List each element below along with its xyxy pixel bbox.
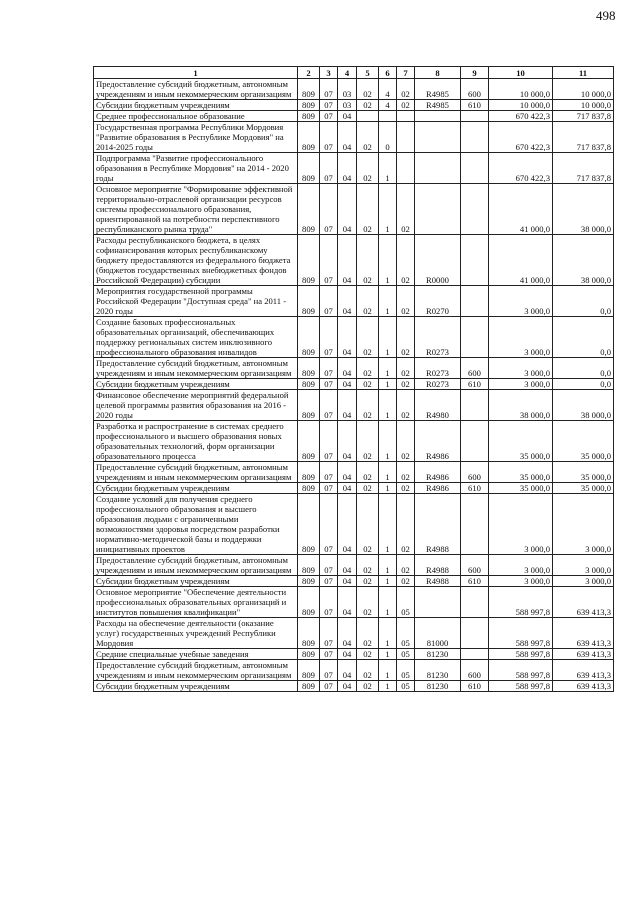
program-code: 02 bbox=[357, 576, 379, 587]
table-row bbox=[94, 576, 614, 587]
table-row bbox=[94, 235, 614, 286]
section-code: 07 bbox=[320, 421, 338, 462]
amount-year-2: 3 000,0 bbox=[553, 494, 614, 555]
expense-type-code: 610 bbox=[461, 379, 489, 390]
budget-table bbox=[93, 66, 614, 692]
table-row bbox=[94, 618, 614, 649]
subprogram-code: 1 bbox=[379, 483, 397, 494]
target-item-code: 81230 bbox=[415, 681, 461, 692]
chapter-code: 809 bbox=[298, 618, 320, 649]
amount-year-2: 717 837,8 bbox=[553, 153, 614, 184]
program-code: 02 bbox=[357, 421, 379, 462]
section-code: 07 bbox=[320, 379, 338, 390]
amount-year-2: 3 000,0 bbox=[553, 576, 614, 587]
program-code: 02 bbox=[357, 184, 379, 235]
program-code: 02 bbox=[357, 462, 379, 483]
program-code bbox=[357, 111, 379, 122]
amount-year-2: 0,0 bbox=[553, 358, 614, 379]
amount-year-1: 3 000,0 bbox=[489, 379, 553, 390]
amount-year-1: 588 997,8 bbox=[489, 587, 553, 618]
subprogram-code: 1 bbox=[379, 587, 397, 618]
amount-year-1: 670 422,3 bbox=[489, 122, 553, 153]
amount-year-2: 3 000,0 bbox=[553, 555, 614, 576]
subprogram-code: 1 bbox=[379, 153, 397, 184]
amount-year-1: 35 000,0 bbox=[489, 421, 553, 462]
program-code: 02 bbox=[357, 122, 379, 153]
amount-year-2: 639 413,3 bbox=[553, 649, 614, 660]
table-row bbox=[94, 390, 614, 421]
row-description: Основное мероприятие "Формирование эффективной территориально-отраслевой организации ресурсов системы профессионального образования, ориентированной на потребности перспективного республиканского рынка труда" bbox=[94, 184, 298, 235]
expense-type-code bbox=[461, 649, 489, 660]
expense-type-code: 600 bbox=[461, 462, 489, 483]
expense-type-code bbox=[461, 390, 489, 421]
subsection-code: 04 bbox=[338, 390, 357, 421]
amount-year-2: 639 413,3 bbox=[553, 587, 614, 618]
subprogram-code: 1 bbox=[379, 184, 397, 235]
subprogram-code: 1 bbox=[379, 390, 397, 421]
event-code: 05 bbox=[397, 618, 415, 649]
event-code: 02 bbox=[397, 421, 415, 462]
program-code: 02 bbox=[357, 100, 379, 111]
section-code: 07 bbox=[320, 618, 338, 649]
expense-type-code: 600 bbox=[461, 358, 489, 379]
chapter-code: 809 bbox=[298, 576, 320, 587]
expense-type-code: 600 bbox=[461, 555, 489, 576]
event-code: 02 bbox=[397, 555, 415, 576]
subprogram-code: 1 bbox=[379, 421, 397, 462]
expense-type-code bbox=[461, 494, 489, 555]
row-description: Предоставление субсидий бюджетным, автономным учреждениям и иным некоммерческим организациям bbox=[94, 555, 298, 576]
subsection-code: 04 bbox=[338, 462, 357, 483]
section-code: 07 bbox=[320, 153, 338, 184]
program-code: 02 bbox=[357, 649, 379, 660]
section-code: 07 bbox=[320, 649, 338, 660]
event-code: 02 bbox=[397, 235, 415, 286]
subsection-code: 04 bbox=[338, 587, 357, 618]
section-code: 07 bbox=[320, 100, 338, 111]
event-code: 02 bbox=[397, 462, 415, 483]
row-description: Расходы республиканского бюджета, в целях софинансирования которых республиканскому бюджету предоставляются из федерального бюджета (бюджетов государственных внебюджетных фондов Российской Федерации) субсидии bbox=[94, 235, 298, 286]
target-item-code: R0273 bbox=[415, 379, 461, 390]
event-code: 02 bbox=[397, 286, 415, 317]
table-row bbox=[94, 79, 614, 100]
expense-type-code bbox=[461, 618, 489, 649]
table-row bbox=[94, 660, 614, 681]
amount-year-1: 38 000,0 bbox=[489, 390, 553, 421]
subsection-code: 04 bbox=[338, 122, 357, 153]
subprogram-code bbox=[379, 111, 397, 122]
target-item-code: R0000 bbox=[415, 235, 461, 286]
subsection-code: 04 bbox=[338, 421, 357, 462]
page-number: 498 bbox=[596, 8, 616, 23]
target-item-code: 81230 bbox=[415, 660, 461, 681]
program-code: 02 bbox=[357, 587, 379, 618]
chapter-code: 809 bbox=[298, 235, 320, 286]
section-code: 07 bbox=[320, 660, 338, 681]
program-code: 02 bbox=[357, 358, 379, 379]
amount-year-1: 35 000,0 bbox=[489, 483, 553, 494]
row-description: Средние специальные учебные заведения bbox=[94, 649, 298, 660]
subprogram-code: 1 bbox=[379, 317, 397, 358]
row-description: Предоставление субсидий бюджетным, автономным учреждениям и иным некоммерческим организациям bbox=[94, 79, 298, 100]
subprogram-code: 1 bbox=[379, 286, 397, 317]
program-code: 02 bbox=[357, 494, 379, 555]
section-code: 07 bbox=[320, 358, 338, 379]
target-item-code: 81000 bbox=[415, 618, 461, 649]
target-item-code: R4988 bbox=[415, 555, 461, 576]
subprogram-code: 1 bbox=[379, 462, 397, 483]
table-row bbox=[94, 153, 614, 184]
subsection-code: 04 bbox=[338, 618, 357, 649]
expense-type-code: 610 bbox=[461, 681, 489, 692]
amount-year-1: 588 997,8 bbox=[489, 649, 553, 660]
subsection-code: 04 bbox=[338, 576, 357, 587]
target-item-code: R4986 bbox=[415, 462, 461, 483]
table-row bbox=[94, 358, 614, 379]
event-code bbox=[397, 122, 415, 153]
column-header: 7 bbox=[397, 67, 415, 79]
target-item-code bbox=[415, 153, 461, 184]
expense-type-code bbox=[461, 587, 489, 618]
subsection-code: 04 bbox=[338, 286, 357, 317]
column-header: 6 bbox=[379, 67, 397, 79]
subsection-code: 03 bbox=[338, 79, 357, 100]
subsection-code: 04 bbox=[338, 235, 357, 286]
subprogram-code: 1 bbox=[379, 681, 397, 692]
row-description: Субсидии бюджетным учреждениям bbox=[94, 379, 298, 390]
table-row bbox=[94, 555, 614, 576]
amount-year-1: 3 000,0 bbox=[489, 317, 553, 358]
row-description: Среднее профессиональное образование bbox=[94, 111, 298, 122]
row-description: Предоставление субсидий бюджетным, автономным учреждениям и иным некоммерческим организациям bbox=[94, 462, 298, 483]
subprogram-code: 1 bbox=[379, 358, 397, 379]
subsection-code: 04 bbox=[338, 649, 357, 660]
amount-year-2: 35 000,0 bbox=[553, 483, 614, 494]
target-item-code: R4985 bbox=[415, 79, 461, 100]
section-code: 07 bbox=[320, 235, 338, 286]
amount-year-2: 639 413,3 bbox=[553, 681, 614, 692]
event-code: 05 bbox=[397, 660, 415, 681]
subprogram-code: 1 bbox=[379, 235, 397, 286]
program-code: 02 bbox=[357, 390, 379, 421]
event-code: 02 bbox=[397, 184, 415, 235]
subprogram-code: 4 bbox=[379, 79, 397, 100]
amount-year-1: 588 997,8 bbox=[489, 681, 553, 692]
amount-year-2: 717 837,8 bbox=[553, 111, 614, 122]
row-description: Подпрограмма "Развитие профессионального образования в Республике Мордовия" на 2014 - 2020 годы bbox=[94, 153, 298, 184]
amount-year-1: 670 422,3 bbox=[489, 111, 553, 122]
chapter-code: 809 bbox=[298, 79, 320, 100]
table-row bbox=[94, 587, 614, 618]
amount-year-1: 588 997,8 bbox=[489, 618, 553, 649]
amount-year-1: 3 000,0 bbox=[489, 358, 553, 379]
chapter-code: 809 bbox=[298, 379, 320, 390]
chapter-code: 809 bbox=[298, 153, 320, 184]
target-item-code bbox=[415, 122, 461, 153]
event-code: 02 bbox=[397, 79, 415, 100]
table-header-row bbox=[94, 67, 614, 79]
event-code: 02 bbox=[397, 317, 415, 358]
program-code: 02 bbox=[357, 79, 379, 100]
column-header: 3 bbox=[320, 67, 338, 79]
program-code: 02 bbox=[357, 286, 379, 317]
target-item-code: R0270 bbox=[415, 286, 461, 317]
subsection-code: 04 bbox=[338, 317, 357, 358]
table-row bbox=[94, 649, 614, 660]
row-description: Создание базовых профессиональных образовательных организаций, обеспечивающих поддержку региональных систем инклюзивного профессионального образования инвалидов bbox=[94, 317, 298, 358]
subprogram-code: 1 bbox=[379, 649, 397, 660]
table-row bbox=[94, 462, 614, 483]
program-code: 02 bbox=[357, 555, 379, 576]
amount-year-2: 10 000,0 bbox=[553, 100, 614, 111]
expense-type-code bbox=[461, 153, 489, 184]
subsection-code: 04 bbox=[338, 681, 357, 692]
program-code: 02 bbox=[357, 618, 379, 649]
chapter-code: 809 bbox=[298, 462, 320, 483]
table-row bbox=[94, 483, 614, 494]
chapter-code: 809 bbox=[298, 681, 320, 692]
amount-year-1: 10 000,0 bbox=[489, 79, 553, 100]
program-code: 02 bbox=[357, 153, 379, 184]
subsection-code: 04 bbox=[338, 483, 357, 494]
section-code: 07 bbox=[320, 111, 338, 122]
program-code: 02 bbox=[357, 483, 379, 494]
amount-year-1: 10 000,0 bbox=[489, 100, 553, 111]
amount-year-2: 35 000,0 bbox=[553, 421, 614, 462]
expense-type-code: 600 bbox=[461, 660, 489, 681]
amount-year-2: 35 000,0 bbox=[553, 462, 614, 483]
section-code: 07 bbox=[320, 576, 338, 587]
expense-type-code: 610 bbox=[461, 576, 489, 587]
table-row bbox=[94, 494, 614, 555]
column-header: 8 bbox=[415, 67, 461, 79]
target-item-code: R4988 bbox=[415, 576, 461, 587]
expense-type-code bbox=[461, 184, 489, 235]
target-item-code bbox=[415, 184, 461, 235]
section-code: 07 bbox=[320, 317, 338, 358]
row-description: Расходы на обеспечение деятельности (оказание услуг) государственных учреждений Республики Мордовия bbox=[94, 618, 298, 649]
chapter-code: 809 bbox=[298, 100, 320, 111]
subsection-code: 04 bbox=[338, 555, 357, 576]
expense-type-code bbox=[461, 421, 489, 462]
amount-year-2: 0,0 bbox=[553, 286, 614, 317]
expense-type-code bbox=[461, 111, 489, 122]
section-code: 07 bbox=[320, 681, 338, 692]
amount-year-2: 10 000,0 bbox=[553, 79, 614, 100]
target-item-code: 81230 bbox=[415, 649, 461, 660]
column-header: 11 bbox=[553, 67, 614, 79]
subprogram-code: 1 bbox=[379, 576, 397, 587]
row-description: Субсидии бюджетным учреждениям bbox=[94, 576, 298, 587]
subprogram-code: 1 bbox=[379, 494, 397, 555]
column-header: 2 bbox=[298, 67, 320, 79]
chapter-code: 809 bbox=[298, 317, 320, 358]
row-description: Предоставление субсидий бюджетным, автономным учреждениям и иным некоммерческим организациям bbox=[94, 660, 298, 681]
chapter-code: 809 bbox=[298, 555, 320, 576]
table-body bbox=[94, 79, 614, 692]
table-row bbox=[94, 184, 614, 235]
table-row bbox=[94, 111, 614, 122]
amount-year-1: 588 997,8 bbox=[489, 660, 553, 681]
subsection-code: 04 bbox=[338, 184, 357, 235]
expense-type-code bbox=[461, 286, 489, 317]
row-description: Мероприятия государственной программы Российской Федерации "Доступная среда" на 2011 - 2020 годы bbox=[94, 286, 298, 317]
amount-year-2: 38 000,0 bbox=[553, 235, 614, 286]
subsection-code: 03 bbox=[338, 100, 357, 111]
amount-year-1: 41 000,0 bbox=[489, 184, 553, 235]
section-code: 07 bbox=[320, 184, 338, 235]
section-code: 07 bbox=[320, 79, 338, 100]
program-code: 02 bbox=[357, 379, 379, 390]
expense-type-code bbox=[461, 317, 489, 358]
section-code: 07 bbox=[320, 494, 338, 555]
amount-year-1: 3 000,0 bbox=[489, 286, 553, 317]
chapter-code: 809 bbox=[298, 184, 320, 235]
chapter-code: 809 bbox=[298, 390, 320, 421]
amount-year-2: 0,0 bbox=[553, 317, 614, 358]
event-code: 02 bbox=[397, 358, 415, 379]
amount-year-1: 670 422,3 bbox=[489, 153, 553, 184]
amount-year-2: 38 000,0 bbox=[553, 390, 614, 421]
table-row bbox=[94, 421, 614, 462]
target-item-code: R4985 bbox=[415, 100, 461, 111]
chapter-code: 809 bbox=[298, 494, 320, 555]
program-code: 02 bbox=[357, 317, 379, 358]
subsection-code: 04 bbox=[338, 379, 357, 390]
event-code: 02 bbox=[397, 483, 415, 494]
row-description: Государственная программа Республики Мордовия "Развитие образования в Республике Мордовия" на 2014-2025 годы bbox=[94, 122, 298, 153]
event-code: 05 bbox=[397, 587, 415, 618]
row-description: Субсидии бюджетным учреждениям bbox=[94, 100, 298, 111]
program-code: 02 bbox=[357, 660, 379, 681]
amount-year-1: 35 000,0 bbox=[489, 462, 553, 483]
chapter-code: 809 bbox=[298, 358, 320, 379]
chapter-code: 809 bbox=[298, 111, 320, 122]
amount-year-1: 3 000,0 bbox=[489, 576, 553, 587]
subsection-code: 04 bbox=[338, 111, 357, 122]
chapter-code: 809 bbox=[298, 649, 320, 660]
section-code: 07 bbox=[320, 390, 338, 421]
amount-year-2: 639 413,3 bbox=[553, 660, 614, 681]
event-code: 02 bbox=[397, 379, 415, 390]
column-header: 4 bbox=[338, 67, 357, 79]
expense-type-code: 600 bbox=[461, 79, 489, 100]
section-code: 07 bbox=[320, 555, 338, 576]
target-item-code bbox=[415, 587, 461, 618]
chapter-code: 809 bbox=[298, 483, 320, 494]
table-row bbox=[94, 317, 614, 358]
subprogram-code: 4 bbox=[379, 100, 397, 111]
table-row bbox=[94, 100, 614, 111]
amount-year-1: 3 000,0 bbox=[489, 555, 553, 576]
section-code: 07 bbox=[320, 122, 338, 153]
subprogram-code: 1 bbox=[379, 379, 397, 390]
expense-type-code bbox=[461, 235, 489, 286]
expense-type-code: 610 bbox=[461, 483, 489, 494]
subprogram-code: 0 bbox=[379, 122, 397, 153]
event-code: 02 bbox=[397, 494, 415, 555]
subsection-code: 04 bbox=[338, 153, 357, 184]
amount-year-2: 639 413,3 bbox=[553, 618, 614, 649]
column-header: 1 bbox=[94, 67, 298, 79]
program-code: 02 bbox=[357, 681, 379, 692]
chapter-code: 809 bbox=[298, 286, 320, 317]
row-description: Разработка и распространение в системах среднего профессионального и высшего образования новых образовательных технологий, форм организации образовательного процесса bbox=[94, 421, 298, 462]
column-header: 9 bbox=[461, 67, 489, 79]
row-description: Субсидии бюджетным учреждениям bbox=[94, 681, 298, 692]
program-code: 02 bbox=[357, 235, 379, 286]
chapter-code: 809 bbox=[298, 587, 320, 618]
subprogram-code: 1 bbox=[379, 555, 397, 576]
section-code: 07 bbox=[320, 462, 338, 483]
target-item-code: R4986 bbox=[415, 421, 461, 462]
row-description: Субсидии бюджетным учреждениям bbox=[94, 483, 298, 494]
amount-year-2: 717 837,8 bbox=[553, 122, 614, 153]
column-header: 5 bbox=[357, 67, 379, 79]
target-item-code bbox=[415, 111, 461, 122]
row-description: Создание условий для получения среднего профессионального образования и высшего образования людьми с ограниченными возможностями здоровья посредством разработки нормативно-методической базы и поддержки инициативных проектов bbox=[94, 494, 298, 555]
row-description: Основное мероприятие "Обеспечение деятельности профессиональных образовательных организаций и институтов повышения квалификации" bbox=[94, 587, 298, 618]
expense-type-code bbox=[461, 122, 489, 153]
event-code bbox=[397, 153, 415, 184]
event-code: 02 bbox=[397, 576, 415, 587]
section-code: 07 bbox=[320, 286, 338, 317]
event-code: 02 bbox=[397, 100, 415, 111]
chapter-code: 809 bbox=[298, 421, 320, 462]
target-item-code: R4980 bbox=[415, 390, 461, 421]
row-description: Предоставление субсидий бюджетным, автономным учреждениям и иным некоммерческим организациям bbox=[94, 358, 298, 379]
target-item-code: R0273 bbox=[415, 317, 461, 358]
table-row bbox=[94, 122, 614, 153]
target-item-code: R0273 bbox=[415, 358, 461, 379]
table-row bbox=[94, 286, 614, 317]
subprogram-code: 1 bbox=[379, 618, 397, 649]
amount-year-1: 41 000,0 bbox=[489, 235, 553, 286]
event-code: 05 bbox=[397, 649, 415, 660]
table-row bbox=[94, 379, 614, 390]
amount-year-1: 3 000,0 bbox=[489, 494, 553, 555]
table-row bbox=[94, 681, 614, 692]
subprogram-code: 1 bbox=[379, 660, 397, 681]
amount-year-2: 0,0 bbox=[553, 379, 614, 390]
event-code: 05 bbox=[397, 681, 415, 692]
expense-type-code: 610 bbox=[461, 100, 489, 111]
row-description: Финансовое обеспечение мероприятий федеральной целевой программы развития образования на 2016 - 2020 годы bbox=[94, 390, 298, 421]
section-code: 07 bbox=[320, 483, 338, 494]
subsection-code: 04 bbox=[338, 358, 357, 379]
subsection-code: 04 bbox=[338, 494, 357, 555]
column-header: 10 bbox=[489, 67, 553, 79]
section-code: 07 bbox=[320, 587, 338, 618]
target-item-code: R4986 bbox=[415, 483, 461, 494]
chapter-code: 809 bbox=[298, 660, 320, 681]
event-code: 02 bbox=[397, 390, 415, 421]
amount-year-2: 38 000,0 bbox=[553, 184, 614, 235]
subsection-code: 04 bbox=[338, 660, 357, 681]
target-item-code: R4988 bbox=[415, 494, 461, 555]
chapter-code: 809 bbox=[298, 122, 320, 153]
event-code bbox=[397, 111, 415, 122]
